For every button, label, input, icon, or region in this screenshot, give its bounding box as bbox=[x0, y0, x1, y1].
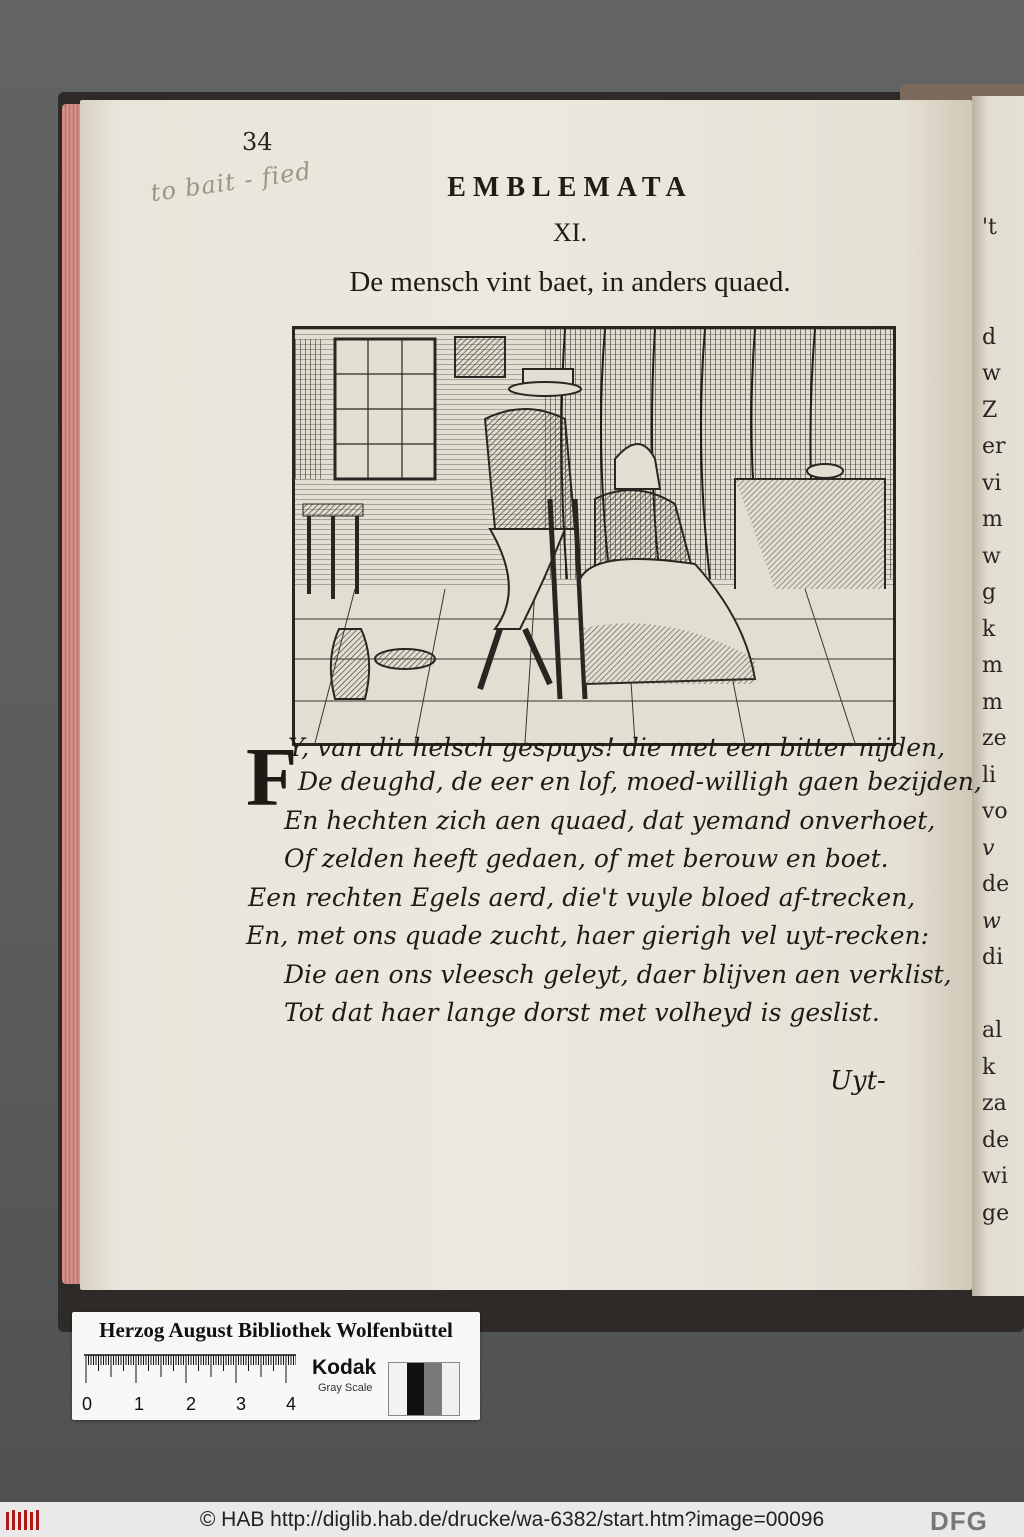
facing-page-letter: di bbox=[982, 945, 1004, 970]
poem-line: Een rechten Egels aerd, die't vuyle bloed af-trecken, bbox=[248, 883, 916, 912]
page-edge-red bbox=[62, 104, 82, 1284]
footer-bar bbox=[0, 1502, 1024, 1537]
facing-page-letter: m bbox=[982, 507, 1003, 532]
catchword: Uyt- bbox=[830, 1066, 886, 1096]
dfg-logo: DFG bbox=[930, 1506, 988, 1536]
facing-page-letter: v bbox=[982, 835, 995, 861]
kodak-brand: Kodak bbox=[312, 1356, 377, 1379]
facing-page-text bbox=[982, 210, 1024, 1232]
poem-line: Die aen ons vleesch geleyt, daer blijven aen verklist, bbox=[284, 960, 952, 989]
poem-line: En, met ons quade zucht, haer gierigh vel uyt-recken: bbox=[246, 921, 930, 950]
facing-page-letter bbox=[982, 283, 1024, 320]
facing-page-letter: za bbox=[982, 1091, 1007, 1116]
facing-page-letter: ze bbox=[982, 726, 1007, 751]
poem-line: De deughd, de eer en lof, moed-willigh gaen bezijden, bbox=[298, 767, 982, 796]
facing-page-letter: w bbox=[982, 361, 1001, 386]
facing-page-letter bbox=[982, 977, 1024, 1014]
facing-page-letter: k bbox=[982, 616, 996, 642]
ruler-number: 0 bbox=[82, 1394, 93, 1414]
ruler-icon bbox=[84, 1354, 296, 1388]
poem-line: Of zelden heeft gedaen, of met berouw en boet. bbox=[284, 844, 889, 873]
facing-page-letter: w bbox=[982, 543, 1001, 569]
color-reference-card bbox=[72, 1312, 480, 1420]
facing-page-letter: de bbox=[982, 1127, 1010, 1153]
facing-page-letter: ge bbox=[982, 1200, 1010, 1226]
gray-patch bbox=[389, 1363, 407, 1415]
poem-line: Y, van dit helsch gespuys! die met een bitter nijden, bbox=[288, 733, 946, 762]
engraving-illustration bbox=[292, 326, 896, 746]
poem-line: Tot dat haer lange dorst met volheyd is geslist. bbox=[284, 998, 880, 1027]
facing-page-letter: li bbox=[982, 762, 997, 788]
facing-page-letter: al bbox=[982, 1018, 1003, 1043]
ruler-number: 2 bbox=[186, 1394, 197, 1414]
emblem-number: XI. bbox=[553, 218, 587, 247]
library-name: Herzog August Bibliothek Wolfenbüttel bbox=[99, 1318, 453, 1342]
facing-page-letter: m bbox=[982, 653, 1003, 678]
facing-page-letter: er bbox=[982, 434, 1006, 459]
gray-scale-label: Gray Scale bbox=[318, 1382, 373, 1394]
facing-page-letter: 't bbox=[982, 215, 997, 240]
gray-patch bbox=[442, 1363, 460, 1415]
facing-page-letter: g bbox=[982, 580, 997, 605]
facing-page-letter: de bbox=[982, 872, 1010, 897]
ruler-numbers bbox=[80, 1394, 310, 1418]
gray-patch bbox=[424, 1363, 442, 1415]
ruler-number: 4 bbox=[286, 1394, 297, 1414]
pencil-annotation: to bait - fied bbox=[148, 156, 314, 208]
gray-patches bbox=[388, 1362, 460, 1416]
emblem-motto: De mensch vint baet, in anders quaed. bbox=[349, 266, 791, 298]
poem-line: En hechten zich aen quaed, dat yemand onverhoet, bbox=[284, 806, 936, 835]
running-head: EMBLEMATA bbox=[447, 172, 693, 203]
facing-page-letter: m bbox=[982, 689, 1003, 715]
facing-page-letter: Z bbox=[982, 397, 998, 423]
facing-page-letter: w bbox=[982, 908, 1001, 934]
gray-patch bbox=[407, 1363, 425, 1415]
facing-page-letter: vi bbox=[982, 470, 1002, 496]
facing-page-letter bbox=[982, 247, 1024, 284]
footer-url[interactable]: © HAB http://diglib.hab.de/drucke/wa-6382/start.htm?image=00096 bbox=[199, 1508, 825, 1531]
page-number: 34 bbox=[242, 128, 273, 156]
facing-page-letter: vo bbox=[982, 799, 1008, 824]
engraving-picture bbox=[295, 329, 893, 743]
ruler-number: 3 bbox=[236, 1394, 247, 1414]
facing-page-letter: d bbox=[982, 324, 997, 350]
drop-cap: F bbox=[246, 731, 298, 824]
facing-page-letter: k bbox=[982, 1054, 996, 1080]
facing-page-letter: wi bbox=[982, 1164, 1008, 1189]
ruler-number: 1 bbox=[134, 1394, 145, 1414]
